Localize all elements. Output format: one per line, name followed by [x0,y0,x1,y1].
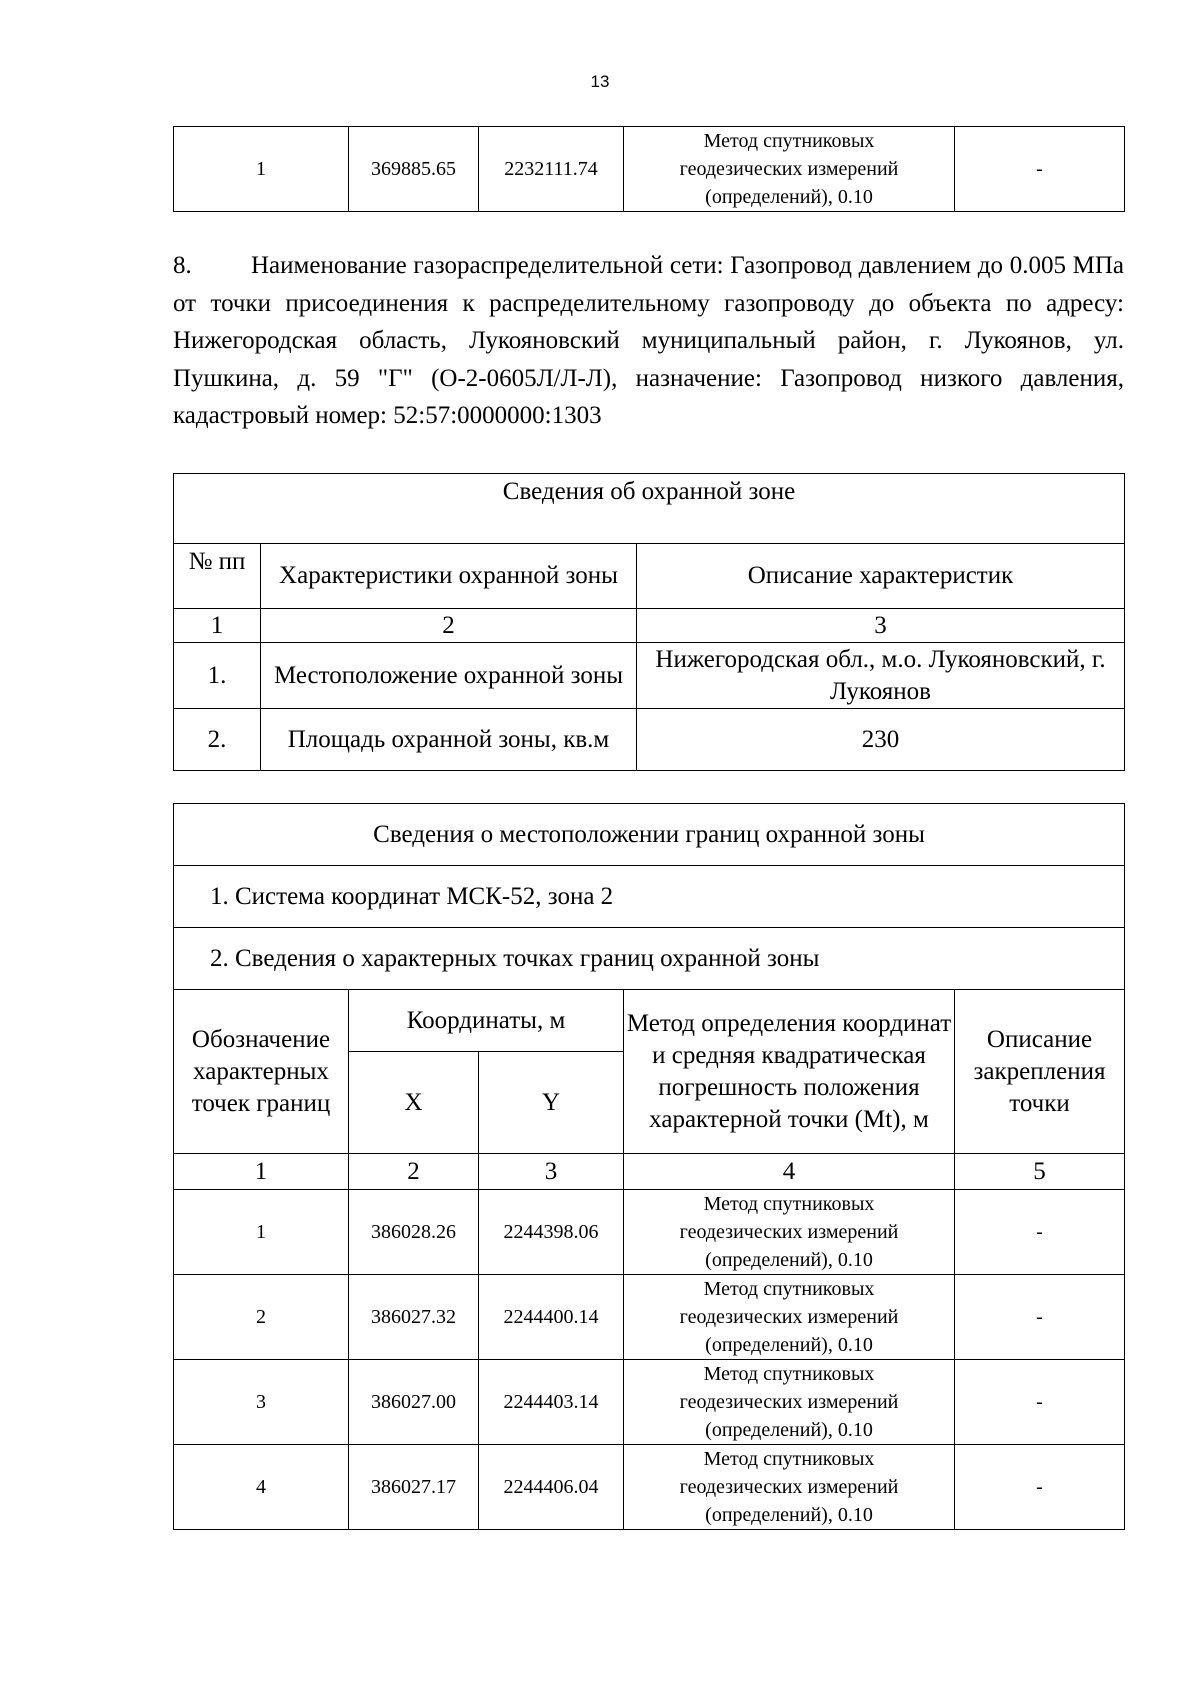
y-cell: 2244400.14 [479,1275,624,1360]
table-row [174,709,1125,771]
boundary-table [173,803,1125,1530]
row-characteristic: Местоположение охранной зоны [261,643,637,709]
page-number: 13 [590,72,610,91]
table-row [174,1360,1125,1445]
method-line: (определений), 0.10 [705,1419,873,1441]
method-cell [624,1445,955,1530]
description-cell: - [955,1445,1125,1530]
y-cell: 2244403.14 [479,1360,624,1445]
method-line: геодезических измерений [679,1391,899,1413]
table-header-row [174,990,1125,1052]
description-cell: - [955,1275,1125,1360]
method-line: геодезических измерений [679,1221,899,1243]
points-section-title: 2. Сведения о характерных точках границ охранной зоны [174,928,1125,990]
header-coordinates: Координаты, м [349,990,624,1052]
table-title-row [174,474,1125,544]
method-line: (определений), 0.10 [705,1249,873,1271]
row-value: Нижегородская обл., м.о. Лукояновский, г. Лукоянов [637,643,1125,709]
index-row: 1 2 3 4 5 [174,1154,1125,1190]
x-cell: 386027.32 [349,1275,479,1360]
coordinate-system: 1. Система координат МСК-52, зона 2 [174,866,1125,928]
zone-table-title: Сведения об охранной зоне [174,474,1125,544]
method-line: Метод спутниковых [703,1278,875,1300]
method-line: (определений), 0.10 [705,1334,873,1356]
row-value: 230 [637,709,1125,771]
header-num: № пп [174,544,261,609]
method-line: Метод спутниковых [703,1193,875,1215]
method-line: (определений), 0.10 [705,1504,873,1526]
paragraph-text: Наименование газораспределительной сети: Газопровод давлением до 0.005 МПа от точки присоединения к распределительному газопроводу до объекта по адресу: Нижегородская область, Лукояновский муниципальный район, г. Лукоянов, ул. Пушкина, д. 59 "Г" (О-2-0605Л/Л-Л), назначение: Газопровод низкого давления, кадастровый номер: 52:57:0000000:1303 [173,252,1124,429]
y-cell: 2244406.04 [479,1445,624,1530]
method-line: Метод спутниковых [703,1363,875,1385]
section-row [174,928,1125,990]
row-characteristic: Площадь охранной зоны, кв.м [261,709,637,771]
row-num: 1. [174,643,261,709]
method-cell [624,1360,955,1445]
header-x: X [349,1052,479,1154]
section-row [174,866,1125,928]
y-cell: 2244398.06 [479,1190,624,1275]
table-header-row [174,544,1125,609]
header-description: Описание характеристик [637,544,1125,609]
continuation-table [173,126,1125,212]
x-cell: 386028.26 [349,1190,479,1275]
boundary-table-title: Сведения о местоположении границ охранной зоны [174,804,1125,866]
x-cell: 386027.00 [349,1360,479,1445]
zone-info-table [173,473,1125,771]
header-designation: Обозначение характерных точек границ [174,990,349,1154]
x-cell: 369885.65 [349,127,479,212]
table-row [174,1445,1125,1530]
description-cell: - [955,1190,1125,1275]
network-paragraph [173,247,1124,435]
table-row [174,127,1125,212]
point-cell: 2 [174,1275,349,1360]
method-cell [624,1275,955,1360]
description-cell: - [955,1360,1125,1445]
x-cell: 386027.17 [349,1445,479,1530]
paragraph-number: 8. [173,252,192,279]
method-cell: Метод спутниковых геодезических измерений (определений), 0.10 [624,127,955,212]
header-method: Метод определения координат и средняя квадратическая погрешность положения характерной точки (Mt), м [624,990,955,1154]
method-line: геодезических измерений [679,1306,899,1328]
table-row [174,1190,1125,1275]
method-line: геодезических измерений [679,1476,899,1498]
point-cell: 1 [174,127,349,212]
header-fixing: Описание закрепления точки [955,990,1125,1154]
table-row [174,643,1125,709]
table-row [174,1275,1125,1360]
method-cell [624,1190,955,1275]
row-num: 2. [174,709,261,771]
header-y: Y [479,1052,624,1154]
point-cell: 4 [174,1445,349,1530]
header-characteristics: Характеристики охранной зоны [261,544,637,609]
y-cell: 2232111.74 [479,127,624,212]
method-line: Метод спутниковых [703,1448,875,1470]
point-cell: 3 [174,1360,349,1445]
description-cell: - [955,127,1125,212]
table-title-row [174,804,1125,866]
point-cell: 1 [174,1190,349,1275]
index-row: 1 2 3 [174,609,1125,643]
